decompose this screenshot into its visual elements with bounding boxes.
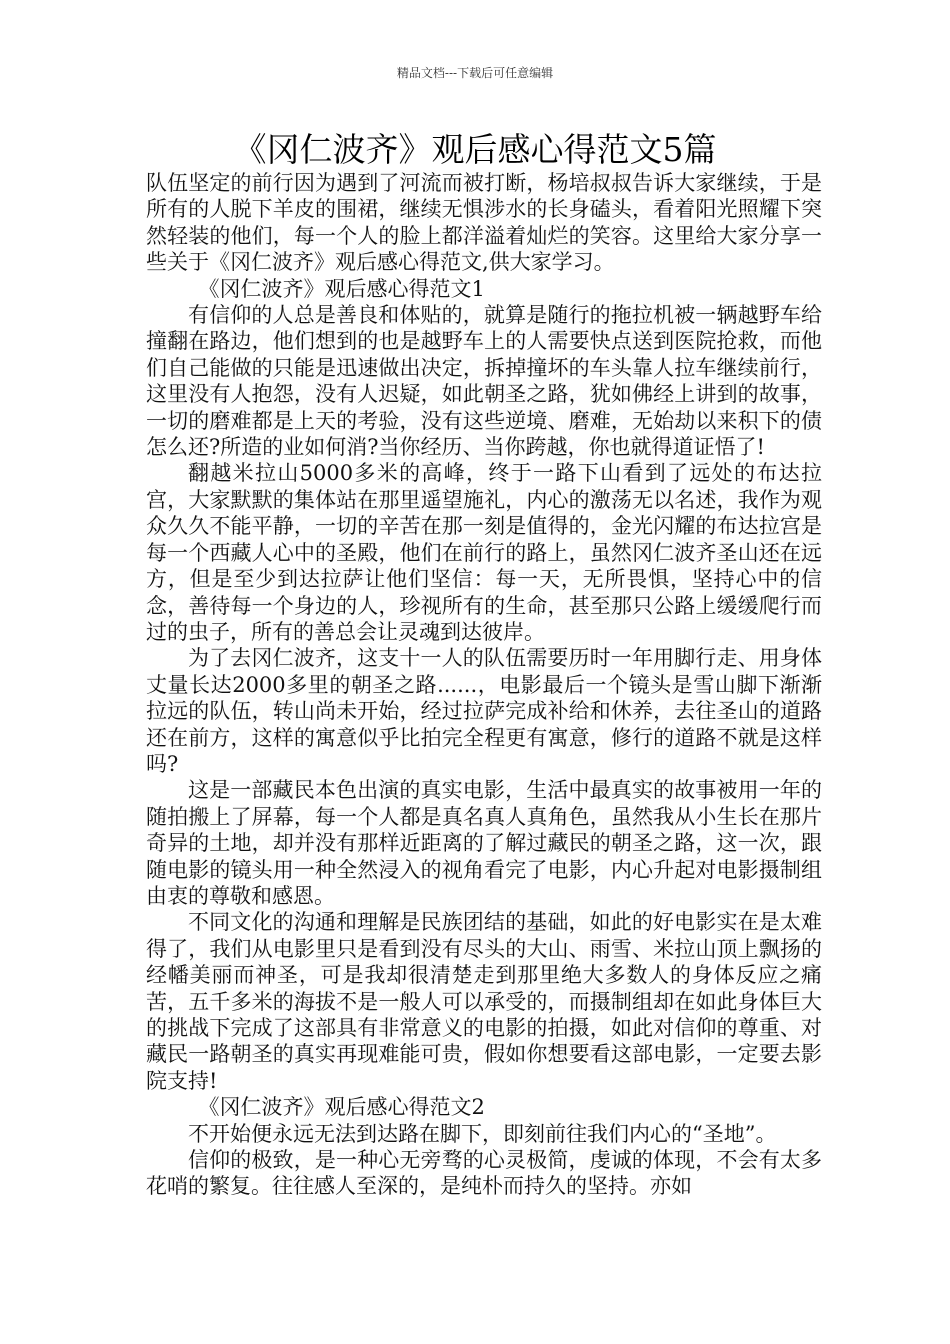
body-paragraph: 不开始便永远无法到达路在脚下，即刻前往我们内心的“圣地”。: [188, 1121, 777, 1146]
body-paragraph: 不同文化的沟通和理解是民族团结的基础，如此的好电影实在是太难得了，我们从电影里只是看到没有尽头的大山、雨雪、米拉山顶上飘扬的经幡美丽而神圣，可是我却很清楚走到那里绝大多数人的身体反应之痛苦，五千多米的海拔不是一般人可以承受的，而摄制组却在如此身体巨大的挑战下完成了这部具有非常意义的电影的拍摄，如此对信仰的尊重、对藏民一路朝圣的真实再现难能可贵，假如你想要看这部电影，一定要去影院支持!: [146, 910, 822, 1093]
document-body: [146, 170, 822, 1200]
intro-paragraph: 队伍坚定的前行因为遇到了河流而被打断，杨培叔叔告诉大家继续，于是所有的人脱下羊皮的围裙，继续无惧涉水的长身磕头，看着阳光照耀下突然轻装的他们，每一个人的脸上都洋溢着灿烂的笑容。这里给大家分享一些关于《冈仁波齐》观后感心得范文,供大家学习。: [146, 171, 822, 275]
body-paragraph: 信仰的极致，是一种心无旁骛的心灵极简，虔诚的体现，不会有太多花哨的繁复。往往感人至深的，是纯朴而持久的坚持。亦如: [146, 1148, 822, 1199]
document-title: 《冈仁波齐》观后感心得范文5篇: [233, 130, 717, 169]
body-paragraph: 有信仰的人总是善良和体贴的，就算是随行的拖拉机被一辆越野车给撞翻在路边，他们想到的也是越野车上的人需要快点送到医院抢救，而他们自己能做的只能是迅速做出决定，拆掉撞坏的车头靠人拉车继续前行，这里没有人抱怨，没有人迟疑，如此朝圣之路，犹如佛经上讲到的故事，一切的磨难都是上天的考验，没有这些逆境、磨难，无始劫以来积下的债怎么还?所造的业如何消?当你经历、当你跨越，你也就得道证悟了!: [146, 303, 822, 460]
header-note: 精品文档---下载后可任意编辑: [396, 66, 554, 80]
section-heading-2: 《冈仁波齐》观后感心得范文2: [198, 1095, 485, 1120]
section-heading-1: 《冈仁波齐》观后感心得范文1: [198, 276, 485, 301]
body-paragraph: 翻越米拉山5000多米的高峰，终于一路下山看到了远处的布达拉宫，大家默默的集体站在那里遥望施礼，内心的激荡无以名述，我作为观众久久不能平静，一切的辛苦在那一刻是值得的，金光闪耀的布达拉宫是每一个西藏人心中的圣殿，他们在前行的路上，虽然冈仁波齐圣山还在远方，但是至少到达拉萨让他们坚信：每一天，无所畏惧，坚持心中的信念，善待每一个身边的人，珍视所有的生命，甚至那只公路上缓缓爬行而过的虫子，所有的善总会让灵魂到达彼岸。: [146, 461, 822, 644]
body-paragraph: 为了去冈仁波齐，这支十一人的队伍需要历时一年用脚行走、用身体丈量长达2000多里的朝圣之路......，电影最后一个镜头是雪山脚下渐渐拉远的队伍，转山尚未开始，经过拉萨完成补给和休养，去往圣山的道路还在前方，这样的寓意似乎比拍完全程更有寓意，修行的道路不就是这样吗?: [146, 646, 822, 776]
body-paragraph: 这是一部藏民本色出演的真实电影，生活中最真实的故事被用一年的随拍搬上了屏幕，每一个人都是真名真人真角色，虽然我从小生长在那片奇异的土地，却并没有那样近距离的了解过藏民的朝圣之路，这一次，跟随电影的镜头用一种全然浸入的视角看完了电影，内心升起对电影摄制组由衷的尊敬和感恩。: [146, 778, 822, 908]
